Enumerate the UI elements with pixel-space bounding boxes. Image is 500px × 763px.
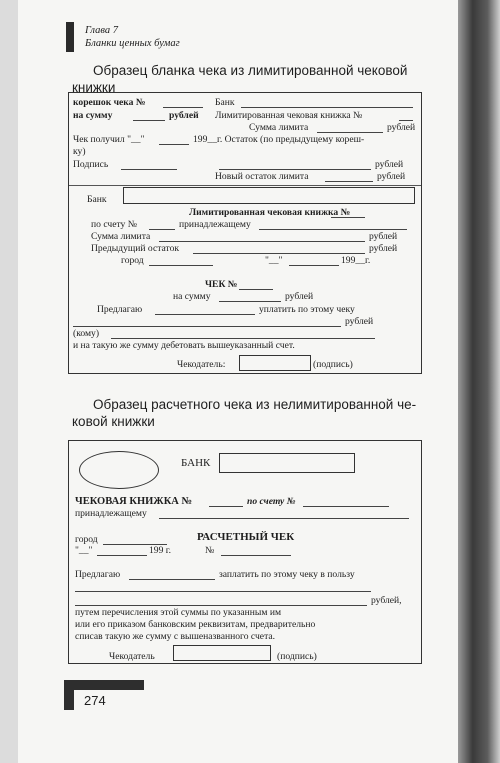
check-debit-text: и на такую же сумму дебетовать вышеуказанный счет. (73, 340, 295, 351)
check-amount-label: на сумму (173, 291, 211, 302)
stub-limited-book-label: Лимитированная чековая книжка № (215, 110, 363, 121)
stub-bank-line (241, 107, 413, 108)
check-number-line (239, 289, 273, 290)
check-city-line (149, 265, 213, 266)
check-year: 199__г. (341, 255, 371, 266)
offer-label: Предлагаю (75, 569, 121, 580)
footer-bar-vertical (64, 690, 74, 710)
stub-received-line (159, 144, 189, 145)
page-gutter-shadow (458, 0, 500, 763)
check-limit-sum-label: Сумма лимита (91, 231, 151, 242)
account-line (303, 506, 389, 507)
check-bank-field[interactable] (123, 187, 415, 204)
date-line (97, 555, 147, 556)
check-rubles-4: рублей (345, 316, 374, 327)
check-prev-balance-line (193, 253, 365, 254)
stub-amount-line (133, 120, 165, 121)
stub-book-number-line (399, 120, 413, 121)
check-rubles-1: рублей (369, 231, 398, 242)
check-rubles-3: рублей (285, 291, 314, 302)
check-offer-label: Предлагаю (97, 304, 143, 315)
settlement-check-form (68, 440, 422, 664)
check-payee-amount-line (73, 326, 341, 327)
instruction-line-1: путем перечисления этой суммы по указанным им (75, 607, 282, 618)
chapter-label: Глава 7 (85, 25, 118, 36)
sample2-title-line1: Образец расчетного чека из нелимитированной че- (93, 397, 417, 412)
check-to-whom-line (111, 338, 375, 339)
check-number-label: № (205, 545, 215, 556)
stub-number-label: корешок чека № (73, 97, 146, 108)
stub-balance-line (219, 169, 371, 170)
pay-label: заплатить по этому чеку в пользу (219, 569, 355, 580)
header-bar (66, 22, 74, 52)
instruction-line-3: списав такую же сумму с вышеназванного счета. (75, 631, 276, 642)
stub-received-continuation: ку) (73, 146, 86, 157)
footer-bar (64, 680, 144, 690)
drawer-signature-box[interactable] (173, 645, 271, 661)
stub-received-label: Чек получил "__" (73, 134, 145, 145)
bank-field[interactable] (219, 453, 355, 473)
drawer-label: Чекодатель (109, 651, 155, 662)
payee-line (75, 591, 371, 592)
date-quote: "__" (75, 545, 93, 556)
instruction-line-2: или его приказом банковским реквизитам, предварительно (75, 619, 316, 630)
stub-limit-sum-line (317, 132, 383, 133)
signature-caption: (подпись) (277, 651, 317, 662)
sample1-title-line2: книжки (72, 80, 116, 95)
check-account-label: по счету № (91, 219, 137, 230)
limited-check-form (68, 92, 422, 374)
check-book-title: Лимитированная чековая книжка № (189, 207, 351, 218)
city-label: город (75, 534, 98, 545)
check-city-label: город (121, 255, 144, 266)
check-date-line (289, 265, 339, 266)
year-label: 199 г. (149, 545, 172, 556)
check-amount-line (219, 301, 281, 302)
stub-amount-label: на сумму (73, 110, 113, 121)
stub-limit-sum-label: Сумма лимита (249, 122, 309, 133)
stub-bank-label: Банк (215, 97, 235, 108)
stub-cut-line (69, 185, 421, 186)
stub-rubles-3: рублей (377, 171, 406, 182)
check-pay-label: уплатить по этому чеку (259, 304, 355, 315)
check-account-line (149, 229, 175, 230)
chapter-subtitle: Бланки ценных бумаг (85, 38, 180, 49)
account-label: по счету № (247, 496, 296, 507)
sample1-title-line1: Образец бланка чека из лимитированной чековой (93, 63, 408, 78)
check-book-number-line (331, 217, 365, 218)
stamp-oval (79, 451, 159, 489)
stub-rubles-bold: рублей (169, 110, 199, 121)
check-belongs-line (259, 229, 407, 230)
bank-label: БАНК (181, 457, 211, 469)
check-drawer-signature-box[interactable] (239, 355, 311, 371)
page-number: 274 (84, 693, 106, 708)
check-bank-label: Банк (87, 194, 107, 205)
stub-new-balance-line (325, 181, 373, 182)
checkbook-label: ЧЕКОВАЯ КНИЖКА № (75, 496, 193, 507)
check-drawer-label: Чекодатель: (177, 359, 226, 370)
belongs-line (159, 518, 409, 519)
stub-received-balance: 199__г. Остаток (по предыдущему кореш- (193, 134, 365, 145)
offer-line (129, 579, 215, 580)
stub-number-line (163, 107, 203, 108)
check-date-quote: "__" (265, 255, 283, 266)
stub-new-balance-label: Новый остаток лимита (215, 171, 309, 182)
sample2-title-line2: ковой книжки (72, 414, 155, 429)
stub-rubles-1: рублей (387, 122, 416, 133)
check-to-whom-label: (кому) (73, 328, 100, 339)
stub-signature-label: Подпись (73, 159, 109, 170)
stub-signature-line (121, 169, 177, 170)
check-number-label: ЧЕК № (205, 279, 238, 290)
check-limit-sum-line (159, 241, 365, 242)
rubles-label: рублей, (371, 595, 402, 606)
check-number-line (221, 555, 291, 556)
belongs-label: принадлежащему (75, 508, 147, 519)
stub-rubles-2: рублей (375, 159, 404, 170)
amount-line (75, 605, 367, 606)
check-prev-balance-label: Предыдущий остаток (91, 243, 180, 254)
check-rubles-2: рублей (369, 243, 398, 254)
check-belongs-label: принадлежащему (179, 219, 251, 230)
checkbook-number-line (209, 506, 243, 507)
check-offer-line (155, 314, 255, 315)
settlement-check-title: РАСЧЕТНЫЙ ЧЕК (197, 531, 295, 543)
check-signature-caption: (подпись) (313, 359, 353, 370)
